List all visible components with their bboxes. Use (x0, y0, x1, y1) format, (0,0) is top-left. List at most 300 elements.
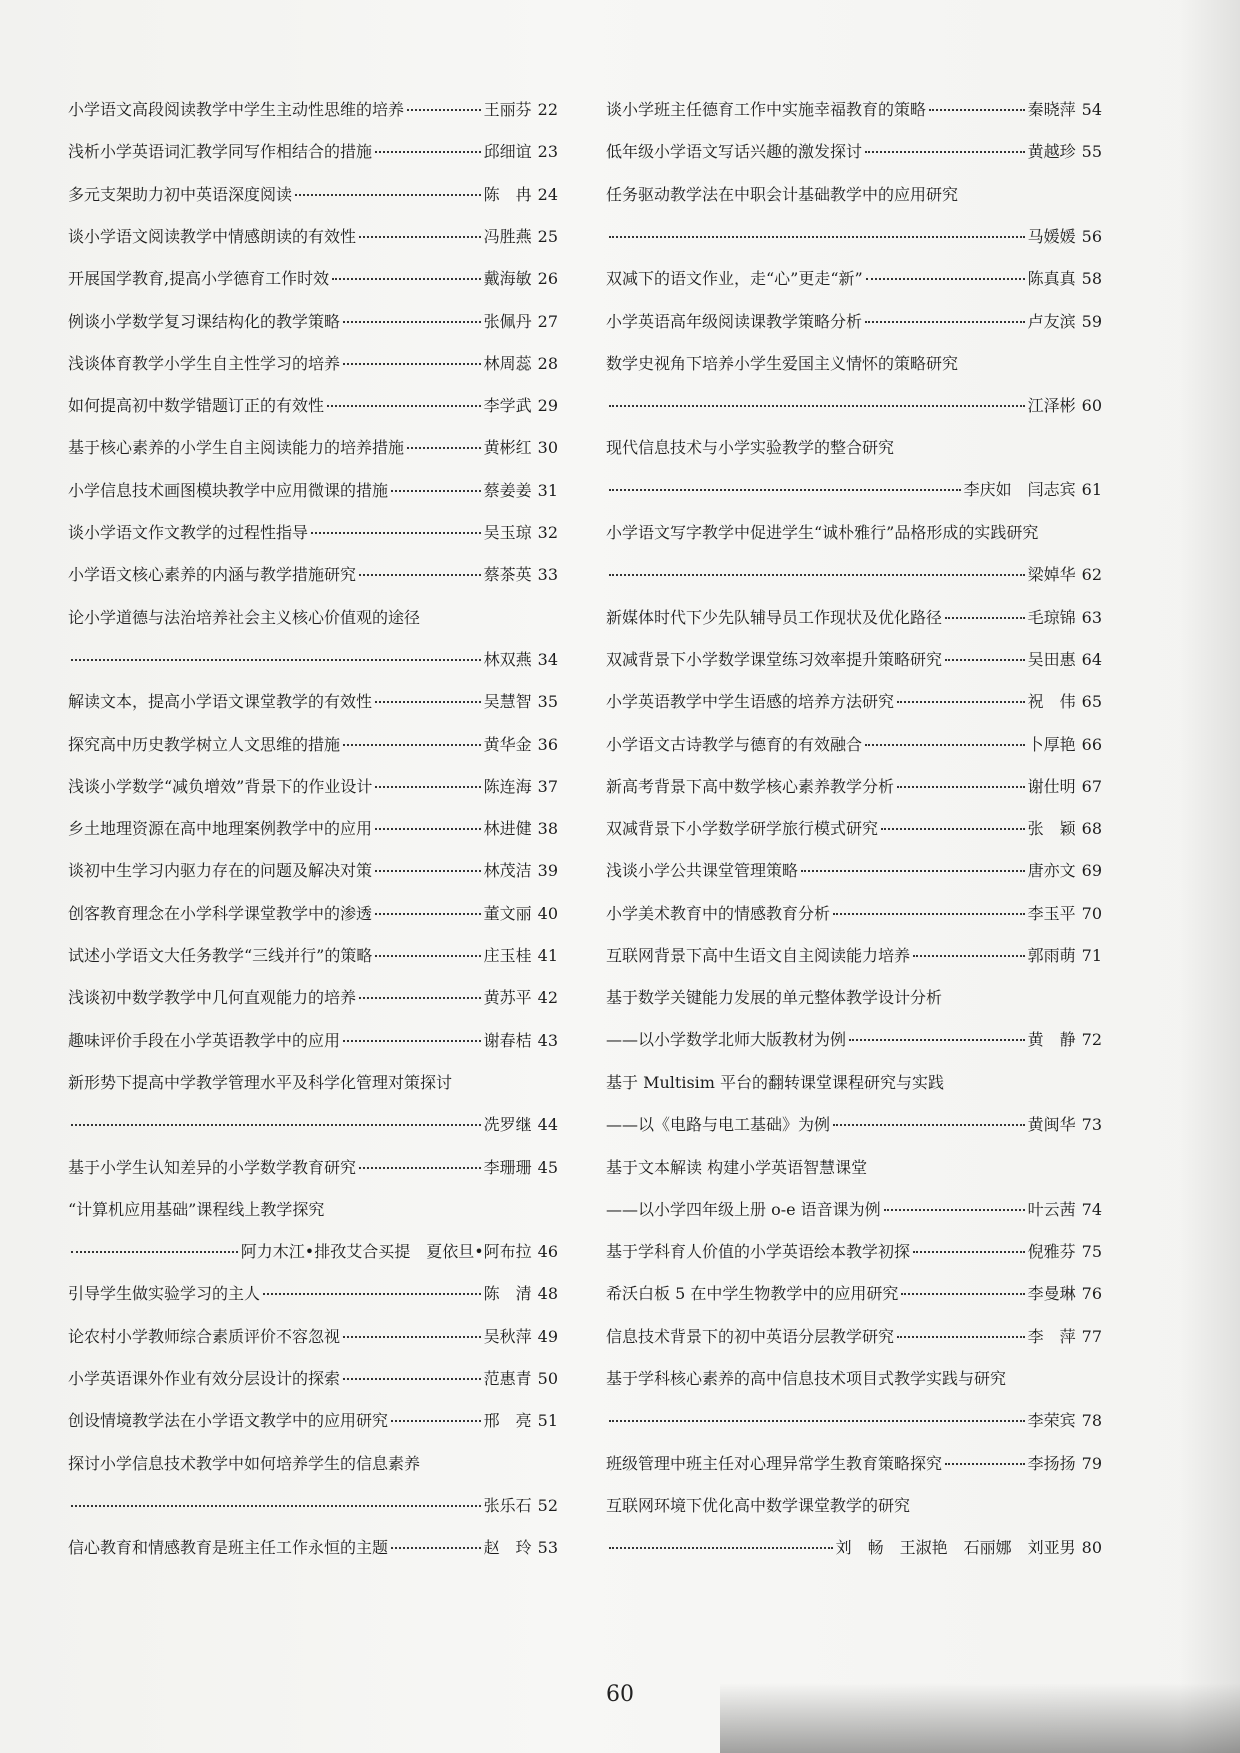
toc-line (606, 1242, 1102, 1262)
dot-leader (609, 574, 1025, 576)
toc-entry (606, 819, 1102, 839)
toc-entry (68, 1538, 558, 1558)
toc-page: 64 (1081, 649, 1102, 669)
toc-line (606, 1284, 1102, 1304)
toc-author: 马媛媛 (1027, 226, 1076, 246)
toc-author: 吴慧智 (483, 692, 532, 712)
toc-subtitle: ——以小学四年级上册 o-e 语音课为例 (606, 1199, 881, 1219)
dot-leader (801, 870, 1025, 872)
toc-title: 例谈小学数学复习课结构化的教学策略 (68, 311, 341, 331)
toc-title: 浅谈小学数学“减负增效”背景下的作业设计 (68, 776, 373, 796)
dot-leader (71, 1251, 238, 1253)
toc-page: 61 (1081, 480, 1102, 500)
toc-page: 70 (1081, 903, 1102, 923)
toc-line (606, 1327, 1102, 1347)
toc-title: 班级管理中班主任对心理异常学生教育策略探究 (606, 1453, 943, 1473)
dot-leader (609, 1420, 1025, 1422)
toc-entry (68, 227, 558, 247)
toc-line (606, 1073, 1102, 1093)
toc-page: 36 (537, 734, 558, 754)
toc-page: 66 (1081, 734, 1102, 754)
toc-author: 卢友滨 (1027, 311, 1076, 331)
toc-title: 谈小学班主任德育工作中实施幸福教育的策略 (606, 100, 927, 119)
toc-title: 小学英语教学中学生语感的培养方法研究 (606, 692, 895, 712)
toc-page: 59 (1081, 311, 1102, 331)
toc-page: 52 (537, 1495, 558, 1515)
toc-line (68, 100, 558, 120)
toc-line (68, 1496, 558, 1516)
toc-entry (68, 1327, 558, 1347)
toc-author: 林周蕊 (483, 353, 532, 373)
toc-line (606, 1538, 1102, 1558)
toc-author: 李荣宾 (1027, 1411, 1076, 1430)
toc-line (606, 438, 1102, 458)
toc-entry (68, 396, 558, 416)
dot-leader (897, 1336, 1025, 1338)
dot-leader (945, 617, 1025, 619)
dot-leader (929, 109, 1025, 111)
toc-author: 祝 伟 (1027, 692, 1076, 712)
toc-entry (606, 608, 1102, 628)
dot-leader (375, 828, 481, 830)
toc-author: 李珊珊 (483, 1157, 532, 1177)
toc-title: 基于学科育人价值的小学英语绘本教学初探 (606, 1242, 911, 1262)
toc-line (68, 523, 558, 543)
toc-author: 陈连海 (483, 776, 532, 796)
toc-title: 小学语文写字教学中促进学生“诚朴雅行”品格形成的实践研究 (606, 523, 1039, 542)
toc-page: 76 (1081, 1284, 1102, 1304)
toc-entry (606, 1242, 1102, 1262)
toc-title: 趣味评价手段在小学英语教学中的应用 (68, 1030, 341, 1050)
toc-title: 浅谈体育教学小学生自主性学习的培养 (68, 353, 341, 373)
dot-leader (71, 1505, 481, 1507)
toc-line (68, 946, 558, 966)
toc-entry (68, 269, 558, 289)
toc-author: 叶云茜 (1027, 1199, 1076, 1219)
toc-page: 69 (1081, 861, 1102, 881)
toc-author: 谢春桔 (483, 1030, 532, 1050)
toc-line (68, 735, 558, 755)
toc-line (68, 819, 558, 839)
toc-subtitle: ——以《电路与电工基础》为例 (606, 1114, 831, 1134)
toc-line (68, 1411, 558, 1431)
dot-leader (609, 1547, 833, 1549)
toc-line (606, 1030, 1102, 1050)
toc-line (606, 946, 1102, 966)
toc-title: 谈小学语文阅读教学中情感朗读的有效性 (68, 226, 357, 246)
toc-author: 陈真真 (1027, 269, 1076, 289)
toc-line (68, 692, 558, 712)
toc-entry (68, 100, 558, 120)
toc-page: 39 (537, 861, 558, 881)
toc-entry (606, 988, 1102, 1050)
toc-title: 任务驱动教学法在中职会计基础教学中的应用研究 (606, 184, 959, 204)
toc-author: 江泽彬 (1027, 395, 1076, 415)
toc-line (68, 565, 558, 585)
toc-line (606, 777, 1102, 797)
toc-entry (68, 1411, 558, 1431)
dot-leader (609, 405, 1025, 407)
page-number: 60 (606, 1682, 634, 1707)
dot-leader (332, 278, 481, 280)
toc-line (68, 1538, 558, 1558)
toc-author: 黄 静 (1027, 1030, 1076, 1050)
dot-leader (359, 997, 481, 999)
toc-entry (606, 185, 1102, 247)
toc-author: 郭雨萌 (1027, 946, 1076, 965)
toc-page: 65 (1081, 692, 1102, 712)
dot-leader (375, 913, 481, 915)
toc-line (68, 1115, 558, 1135)
toc-line (68, 227, 558, 247)
toc-line (68, 1073, 558, 1093)
toc-page: 29 (537, 396, 558, 416)
toc-page: 45 (537, 1157, 558, 1177)
toc-entry (606, 354, 1102, 416)
dot-leader (375, 701, 481, 703)
dot-leader (897, 701, 1025, 703)
dot-leader (865, 321, 1025, 323)
toc-page: 51 (537, 1411, 558, 1431)
toc-page: 55 (1081, 142, 1102, 162)
toc-page: 67 (1081, 776, 1102, 796)
toc-entry (68, 735, 558, 755)
toc-line (68, 1031, 558, 1051)
toc-page: 28 (537, 353, 558, 373)
toc-line (606, 1115, 1102, 1135)
toc-title: 浅谈小学公共课堂管理策略 (606, 861, 799, 881)
toc-page: 79 (1081, 1453, 1102, 1473)
dot-leader (884, 1209, 1025, 1211)
toc-author: 张乐石 (483, 1495, 532, 1515)
dot-leader (407, 109, 481, 111)
toc-title: 信心教育和情感教育是班主任工作永恒的主题 (68, 1538, 389, 1558)
toc-author: 倪雅芬 (1027, 1242, 1076, 1262)
toc-line (68, 650, 558, 670)
toc-entry (68, 1369, 558, 1389)
toc-author: 李曼琳 (1027, 1284, 1076, 1304)
toc-line (606, 988, 1102, 1008)
toc-entry (606, 1327, 1102, 1347)
dot-leader (833, 913, 1025, 915)
dot-leader (359, 574, 481, 576)
toc-line (68, 1327, 558, 1347)
toc-author: 范惠青 (483, 1369, 532, 1388)
toc-entry (606, 1496, 1102, 1558)
toc-title: 信息技术背景下的初中英语分层教学研究 (606, 1326, 895, 1346)
toc-line (606, 819, 1102, 839)
dot-leader (866, 278, 1025, 280)
dot-leader (375, 870, 481, 872)
dot-leader (913, 955, 1025, 957)
toc-page: 43 (537, 1030, 558, 1050)
toc-entry (606, 777, 1102, 797)
toc-author: 林进健 (483, 819, 532, 839)
toc-entry (606, 1158, 1102, 1220)
toc-line (68, 1284, 558, 1304)
toc-entry (68, 1200, 558, 1262)
toc-page: 22 (537, 100, 558, 119)
toc-line (606, 1454, 1102, 1474)
toc-author: 蔡姜姜 (483, 480, 532, 500)
toc-author: 卜厚艳 (1027, 734, 1076, 754)
toc-line (606, 1200, 1102, 1220)
toc-author: 林双燕 (483, 649, 532, 669)
toc-author: 庄玉桂 (483, 946, 532, 965)
toc-entry (68, 1284, 558, 1304)
toc-title: 浅谈初中数学教学中几何直观能力的培养 (68, 988, 357, 1008)
toc-page: 72 (1081, 1030, 1102, 1050)
toc-page: 78 (1081, 1411, 1102, 1430)
toc-entry (606, 100, 1102, 120)
toc-author: 黄彬红 (483, 438, 532, 458)
toc-entry (68, 481, 558, 501)
toc-title: 希沃白板 5 在中学生物教学中的应用研究 (606, 1284, 899, 1304)
toc-title: 基于核心素养的小学生自主阅读能力的培养措施 (68, 438, 405, 458)
toc-line (606, 227, 1102, 247)
toc-author: 邢 亮 (483, 1411, 532, 1431)
toc-page: 31 (537, 480, 558, 500)
toc-title: 基于 Multisim 平台的翻转课堂课程研究与实践 (606, 1072, 945, 1092)
toc-author: 冼罗继 (483, 1114, 532, 1134)
dot-leader (407, 447, 481, 449)
toc-entry (68, 1073, 558, 1135)
toc-author: 吴田惠 (1027, 649, 1076, 669)
toc-title: 双减下的语文作业，走“心”更走“新” (606, 269, 863, 289)
toc-entry (68, 354, 558, 374)
toc-line (606, 269, 1102, 289)
toc-line (606, 312, 1102, 332)
toc-author: 李玉平 (1027, 903, 1076, 923)
dot-leader (865, 744, 1025, 746)
toc-title: 如何提高初中数学错题订正的有效性 (68, 396, 325, 416)
toc-entry (606, 861, 1102, 881)
toc-line (68, 988, 558, 1008)
dot-leader (343, 1040, 481, 1042)
toc-page: 60 (1081, 395, 1102, 415)
toc-entry (68, 819, 558, 839)
toc-line (606, 100, 1102, 120)
toc-author: 李庆如 闫志宾 (963, 480, 1076, 500)
toc-author: 谢仕明 (1027, 776, 1076, 796)
toc-author: 邱细谊 (483, 142, 532, 162)
toc-line (606, 142, 1102, 162)
toc-author: 黄华金 (483, 734, 532, 754)
toc-line (68, 185, 558, 205)
toc-author: 梁婥华 (1027, 565, 1076, 584)
toc-page: 68 (1081, 819, 1102, 839)
toc-title: 小学语文古诗教学与德育的有效融合 (606, 734, 863, 754)
toc-line (606, 1158, 1102, 1178)
toc-entry (68, 523, 558, 543)
toc-line (606, 185, 1102, 205)
toc-entry (606, 904, 1102, 924)
toc-title: 低年级小学语文写话兴趣的激发探讨 (606, 142, 863, 162)
toc-entry (606, 142, 1102, 162)
toc-title: 小学语文高段阅读教学中学生主动性思维的培养 (68, 100, 405, 119)
dot-leader (391, 490, 481, 492)
dot-leader (327, 405, 481, 407)
toc-line (68, 438, 558, 458)
toc-title: 谈小学语文作文教学的过程性指导 (68, 523, 309, 542)
toc-entry (68, 777, 558, 797)
toc-page: 26 (537, 269, 558, 289)
toc-title: 小学英语高年级阅读课教学策略分析 (606, 311, 863, 331)
dot-leader (343, 363, 481, 365)
toc-line (606, 735, 1102, 755)
toc-page: 54 (1081, 100, 1102, 119)
toc-author: 林茂洁 (483, 861, 532, 881)
toc-entry (606, 1369, 1102, 1431)
dot-leader (897, 786, 1025, 788)
dot-leader (945, 659, 1025, 661)
toc-line (606, 523, 1102, 543)
dot-leader (391, 1420, 481, 1422)
toc-page: 49 (537, 1326, 558, 1346)
toc-entry (68, 608, 558, 670)
toc-author: 秦晓萍 (1027, 100, 1076, 119)
toc-title: 浅析小学英语词汇教学同写作相结合的措施 (68, 142, 373, 162)
toc-line (606, 1369, 1102, 1389)
toc-line (68, 861, 558, 881)
toc-line (68, 1369, 558, 1389)
dot-leader (849, 1039, 1025, 1041)
toc-author: 张佩丹 (483, 311, 532, 331)
toc-author: 吴玉琼 (483, 523, 532, 542)
toc-title: 新媒体时代下少先队辅导员工作现状及优化路径 (606, 607, 943, 627)
dot-leader (343, 1336, 481, 1338)
toc-author: 蔡茶英 (483, 565, 532, 585)
dot-leader (375, 955, 480, 957)
toc-page: 27 (537, 311, 558, 331)
toc-page: 75 (1081, 1242, 1102, 1262)
toc-page: 40 (537, 903, 558, 923)
toc-author: 冯胜燕 (483, 226, 532, 246)
toc-entry (606, 1073, 1102, 1135)
toc-line (68, 1454, 558, 1474)
toc-entry (68, 1454, 558, 1516)
toc-title: 小学美术教育中的情感教育分析 (606, 903, 831, 923)
toc-entry (68, 1031, 558, 1051)
toc-entry (68, 692, 558, 712)
toc-line (606, 354, 1102, 374)
toc-title: 小学英语课外作业有效分层设计的探索 (68, 1369, 341, 1388)
dot-leader (359, 1167, 481, 1169)
toc-entry (68, 904, 558, 924)
toc-subtitle: ——以小学数学北师大版教材为例 (606, 1030, 847, 1050)
toc-page: 46 (537, 1241, 558, 1261)
toc-page: 23 (537, 142, 558, 162)
toc-title: 创客教育理念在小学科学课堂教学中的渗透 (68, 903, 373, 923)
toc-author: 吴秋萍 (483, 1326, 532, 1346)
toc-title: 创设情境教学法在小学语文教学中的应用研究 (68, 1411, 389, 1431)
dot-leader (833, 1124, 1025, 1126)
toc-line (68, 269, 558, 289)
toc-title: 多元支架助力初中英语深度阅读 (68, 184, 293, 204)
toc-page: 24 (537, 184, 558, 204)
toc-title: 互联网环境下优化高中数学课堂教学的研究 (606, 1495, 911, 1515)
toc-entry (606, 438, 1102, 500)
dot-leader (295, 194, 481, 196)
toc-line (606, 904, 1102, 924)
toc-page: 35 (537, 692, 558, 712)
dot-leader (865, 151, 1025, 153)
toc-author: 李 萍 (1027, 1326, 1076, 1346)
dot-leader (343, 321, 481, 323)
toc-line (606, 650, 1102, 670)
toc-title: 探究高中历史教学树立人文思维的措施 (68, 734, 341, 754)
toc-entry (68, 988, 558, 1008)
toc-author: 陈 清 (483, 1284, 532, 1304)
toc-entry (606, 1454, 1102, 1474)
toc-title: 开展国学教育,提高小学德育工作时效 (68, 269, 330, 289)
toc-page: 33 (537, 565, 558, 585)
toc-entry (68, 861, 558, 881)
toc-line (68, 142, 558, 162)
toc-author: 黄越珍 (1027, 142, 1076, 162)
toc-entry (606, 946, 1102, 966)
toc-author: 黄闽华 (1027, 1114, 1076, 1134)
toc-line (68, 777, 558, 797)
dot-leader (609, 236, 1025, 238)
toc-author: 唐亦文 (1027, 861, 1076, 881)
toc-line (606, 396, 1102, 416)
toc-author: 黄苏平 (483, 988, 532, 1008)
toc-page: 58 (1081, 269, 1102, 289)
toc-title: 基于学科核心素养的高中信息技术项目式教学实践与研究 (606, 1369, 1007, 1388)
toc-entry (606, 269, 1102, 289)
toc-entry (68, 142, 558, 162)
toc-entry (606, 312, 1102, 332)
toc-page: 32 (537, 523, 558, 542)
toc-author: 陈 冉 (483, 184, 532, 204)
dot-leader (311, 532, 481, 534)
dot-leader (913, 1251, 1025, 1253)
toc-entry (68, 185, 558, 205)
dot-leader (343, 1378, 481, 1380)
toc-line (606, 480, 1102, 500)
toc-page: 42 (537, 988, 558, 1008)
toc-line (68, 481, 558, 501)
toc-title: 新形势下提高中学教学管理水平及科学化管理对策探讨 (68, 1072, 453, 1092)
toc-page: 53 (537, 1538, 558, 1558)
toc-title: 双减背景下小学数学课堂练习效率提升策略研究 (606, 649, 943, 669)
toc-author: 刘 畅 王淑艳 石丽娜 刘亚男 (835, 1537, 1076, 1557)
toc-entry (68, 565, 558, 585)
toc-author: 阿力木江•排孜艾合买提 夏依旦•阿布拉 (240, 1241, 532, 1261)
toc-author: 毛琼锦 (1027, 607, 1076, 627)
toc-page: 63 (1081, 607, 1102, 627)
toc-line (68, 354, 558, 374)
toc-author: 张 颖 (1027, 819, 1076, 839)
dot-leader (71, 659, 481, 661)
toc-title: 双减背景下小学数学研学旅行模式研究 (606, 819, 879, 839)
toc-line (606, 1496, 1102, 1516)
dot-leader (343, 744, 481, 746)
toc-page: 41 (537, 946, 558, 965)
toc-page: 77 (1081, 1326, 1102, 1346)
toc-author: 李学武 (483, 396, 532, 416)
toc-author: 戴海敏 (483, 269, 532, 289)
toc-line (68, 904, 558, 924)
toc-page: 80 (1081, 1537, 1102, 1557)
toc-page: 30 (537, 438, 558, 458)
toc-page: 38 (537, 819, 558, 839)
toc-title: 小学信息技术画图模块教学中应用微课的措施 (68, 480, 389, 500)
toc-line (68, 312, 558, 332)
toc-author: 董文丽 (483, 903, 532, 923)
toc-title: 论小学道德与法治培养社会主义核心价值观的途径 (68, 607, 421, 627)
